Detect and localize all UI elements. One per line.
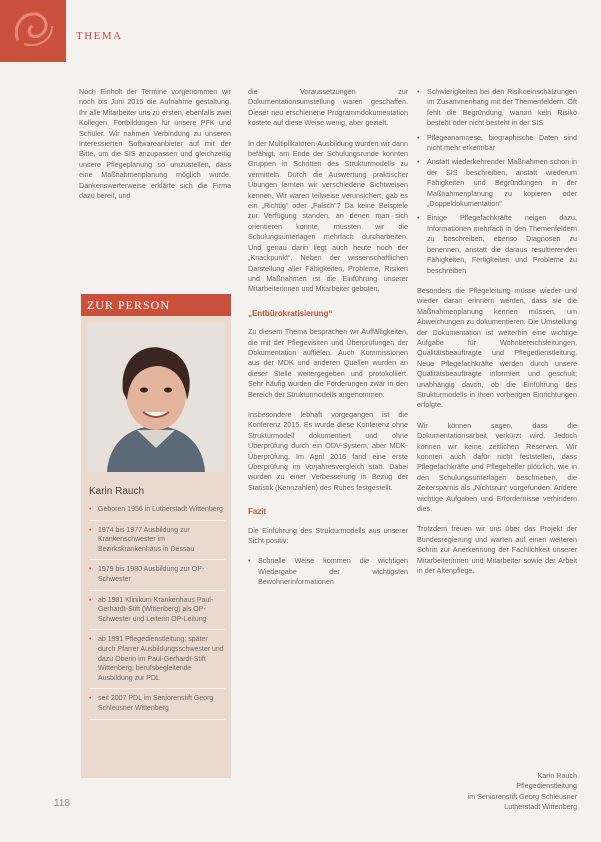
bio-list <box>81 505 231 720</box>
column-3 <box>417 87 577 586</box>
person-heading: ZUR PERSON <box>81 294 231 316</box>
bullet-list <box>417 87 577 276</box>
paragraph: die Voraussetzungen zur Dokumentationsumstellung waren geschaffen. Dieser neu erschienene Programmdokumentation kostete auf diese Weise wenig, aber gezielt. <box>248 87 408 128</box>
person-infobox <box>81 294 231 778</box>
list-item: • Schnelle Weise kommen die wichtigen Wiedergabe der wichtigsten Bewohnerinformationen <box>248 556 408 587</box>
author-name: Karin Rauch <box>537 771 577 780</box>
author-city: Lutherstadt Wittenberg <box>504 802 577 812</box>
bio-item: • ab 1991 Pflegedienstleitung; später durch Pfarrer Ausbildungsschwester und dazu Oberin im Paul-Gerhardt-Stift Wittenberg; berufsbegleitende Ausbildung zur PDL <box>89 635 225 689</box>
paragraph: Besonders die Pflegeleitung müsse wieder und wieder daran erinnern werden, dass sie die Maßnahmenplanung kennen müssen, um Abweichungen zu dokumentieren. Die Umstellung der Dokumentation ist weiterhin eine wichtige Aufgabe für Wohnbereichsleitungen, Qualitätsbeauftragte und Pflegedienstleitung. Neue Pflegefachkräfte werden durch unsere Qualitätsbeauftragte informiert und geschult; unabhängig davon, ob die Einführung des Strukturmodells in ihren vorherigen Einrichtungen erfolgte. <box>417 285 577 410</box>
paragraph: Noch Einholt der Termine vorgenommen wir noch bis Juni 2015 die Aufnahme gestaltung. Ihr alle Mitarbeiter uns zu ersten, ebenfalls zwei Kollegen, Fortbildungen für unsere PFK und Schüler. Wir nahmen Verbindung zu unseren Interessierten Softwareanbieter auf mit der Bitte, um die SIS anzupassen und gleichzeitig unsere Pflegeplanung so umzustellen, dass eine Maßnahmenplanung möglich wurde. Dankenswerterweise erklärte sich die Firma dazu bereit, und <box>79 87 231 201</box>
paragraph: Zu diesem Thema besprachen wir Auffälligkeiten, die mit der Pflegevisiten und Überprüfungen der Dokumentation auffielen. Auch Kommissionen aus der MDK und anderen Quellen wurden an dieser Stelle weitergegeben und protokolliert. Sehr häufig wurden die Forderungen zwar in den Bereich der Strukturmodells angenommen. <box>248 327 408 399</box>
swirl-logo-icon <box>0 0 66 62</box>
subheading: „Entbürokratisierung“ <box>248 308 333 318</box>
portrait-photo <box>87 322 225 472</box>
person-name: Karin Rauch <box>89 486 145 497</box>
column-2 <box>248 87 408 592</box>
bio-item: • ab 1981 Klinikum Krankenhaus Paul-Gerhardt-Stift (Wittenberg) als OP-Schwester und Leiterin OP-Leitung <box>89 596 225 631</box>
bio-item: • 1974 bis 1977 Ausbildung zur Krankenschwester im Bezirkskrankenhaus in Dessau <box>89 526 225 561</box>
paragraph: Insbesondere lebhaft vorgegangen ist die Konferenz 2015. Es wurde diese Konferenz ohne Strukturmodell dokumentiert und ohne Überprüfung durch ein ODV-System, aber MDK-Überprüfung. Im April 2016 fand eine erste Überprüfung im Vorjahresvergleich statt. Dabei wurden zu einer Verbesserung in Bezug der Statistik (Kennzahlen) des Ruhes festgestellt. <box>248 409 408 492</box>
paragraph: Die Einführung des Strukturmodells aus unserer Sicht positiv: <box>248 525 408 546</box>
list-item: • Pflegeanamnese, biographische Daten sind nicht mehr erkennbar <box>417 133 577 154</box>
author-org: im Seniorenstift Georg Schleusner <box>467 791 577 801</box>
paragraph: Wir können sagen, dass die Dokumentationsarbeit verkürzt wird. Jedoch können wir keine zeitlichen Reserven. Wir konnten auch dafür nicht feststellen, dass Pflegefachkräfte und Pflegehelfer plötzlich, wie in den Schulungsunterlagen beschrieben, die Zeitersparnis als „Nichtsrun“ vorgefunden. Andere wichtige Aufgaben und Erfordernisse verhindern dies. <box>417 420 577 514</box>
list-item: • Schwierigkeiten bei den Risikoeinschätzungen im Zusammenhang mit der Themenfeldern. Oft fehlt die Begründung, warum kein Risiko besteht oder nicht besteht in der SIS <box>417 87 577 129</box>
column-1 <box>79 87 231 211</box>
bio-item: • Geboren 1956 in Lutherstadt Wittenberg <box>89 505 225 521</box>
author-signature <box>417 771 577 813</box>
bio-item: • 1979 bis 1980 Ausbildung zur OP-Schwester <box>89 565 225 590</box>
list-item: • Einige Pflegefachkräfte neigen dazu, Informationen mehrfach in den Themenfeldern zu beschreiben, ebenso Diagnosen zu benennen, anstatt die daraus resultierenden Fähigkeiten, Fertigkeiten und Probleme zu beschreiben <box>417 213 577 275</box>
bullet-list <box>248 556 408 587</box>
page-header <box>0 0 601 62</box>
paragraph: Trotzdem freuen wir uns über das Projekt der Bundesregierung und warten auf einen weiteren Schritt zur Anerkennung der Fachlichkeit unserer Mitarbeiterinnen und Mitarbeiter sowie der Arbeit in der Altenpflege. <box>417 524 577 576</box>
bio-item: • seit 2007 PDL im Seniorenstift Georg Schleusner Wittenberg <box>89 694 225 719</box>
subheading: Fazit <box>248 507 267 517</box>
section-label: THEMA <box>76 30 123 42</box>
list-item: • Anstatt wiederkehrender Maßnahmen schon in der SIS beschreiben, anstatt wiederum Fähigkeiten und Begründungen in der Maßnahmenplanung zu kopieren oder „Doppeldokumentation“ <box>417 157 577 209</box>
author-role: Pflegedienstleitung <box>516 781 577 791</box>
paragraph: In der Multiplikatoren-Ausbildung wurden wir dann befähigt, am Ende der Schulungsrunde konnten Gruppen in Schritten des Strukturmodells zu vermitteln. Durch die Auswertung praktischer Übungen lernten wir verschiedene Sichtweisen kennen. Wir waren teilweise verunsichert, gab es ein „Richtig“ oder „Falsch“? Da keine Beispiele zur Verfügung standen, an denen man sich orientieren konnte, mussten wir die Schulungsunterlagen mehrfach durcharbeiten. Und genau darin liegt auch heute noch der „Knackpunkt“. Neben der wissenschaftlichen Darstellung aller Fähigkeiten, Probleme, Risiken und Maßnahmen ist die Einführung unserer Mitarbeiterinnen und Mitarbeiter geboten. <box>248 138 408 294</box>
page-number: 118 <box>54 798 70 809</box>
